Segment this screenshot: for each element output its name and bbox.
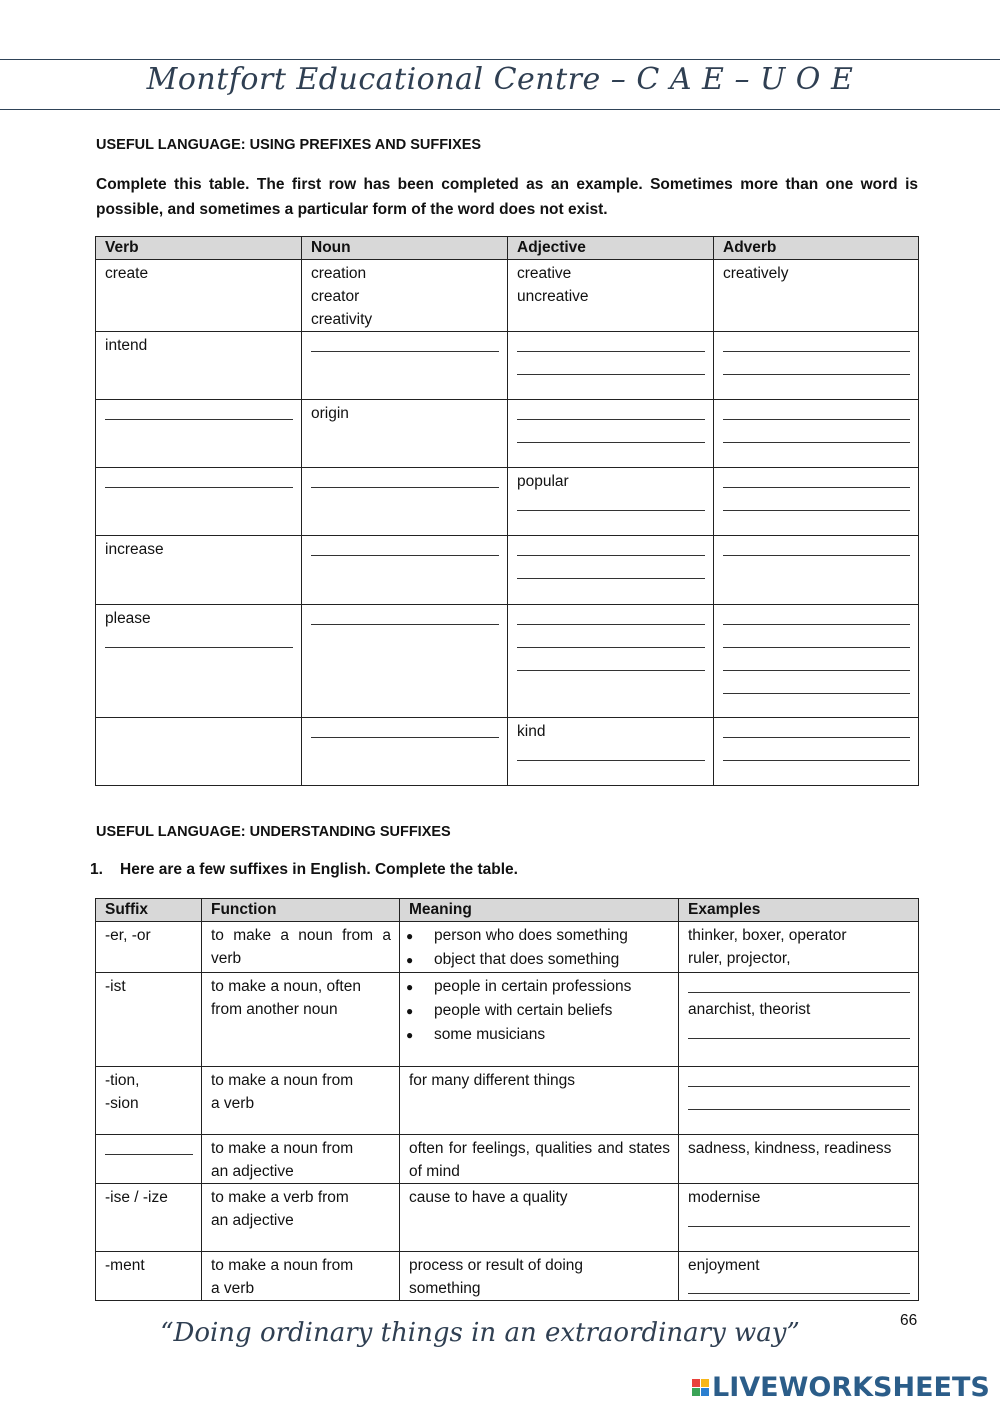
- question-1: [90, 861, 518, 879]
- answer-blank[interactable]: [517, 357, 705, 375]
- table-row: [96, 260, 919, 332]
- noun-cell: origin: [311, 405, 349, 422]
- answer-blank[interactable]: [723, 334, 910, 352]
- answer-blank[interactable]: [723, 653, 910, 671]
- question-text: Here are a few suffixes in English. Complete the table.: [120, 861, 518, 878]
- suffix-cell: -ment: [105, 1257, 145, 1274]
- section2-heading: USEFUL LANGUAGE: UNDERSTANDING SUFFIXES: [96, 824, 451, 840]
- meaning-bullet: ● some musicians: [404, 1023, 670, 1047]
- answer-blank[interactable]: [105, 630, 293, 648]
- meaning-cell: something: [409, 1280, 481, 1297]
- answer-blank[interactable]: [517, 493, 705, 511]
- answer-blank[interactable]: [723, 493, 910, 511]
- answer-blank[interactable]: [517, 561, 705, 579]
- function-cell: to make a noun from: [211, 1072, 354, 1089]
- table-row: [96, 400, 919, 468]
- answer-blank[interactable]: [105, 1137, 193, 1155]
- suffix-table: [95, 898, 919, 1301]
- answer-blank[interactable]: [723, 470, 910, 488]
- meaning-cell: cause to have a quality: [409, 1189, 568, 1206]
- col-header-function: Function: [202, 899, 400, 922]
- function-cell: an adjective: [211, 1212, 294, 1229]
- answer-blank[interactable]: [517, 653, 705, 671]
- example-line: sadness, kindness, readiness: [688, 1140, 892, 1157]
- meaning-cell: for many different things: [409, 1072, 575, 1089]
- noun-cell: creativity: [311, 311, 373, 328]
- table-row: [96, 1135, 919, 1184]
- noun-cell: creator: [311, 288, 360, 305]
- answer-blank[interactable]: [688, 1021, 910, 1039]
- adverb-cell: creatively: [723, 265, 789, 282]
- bullet-icon: ●: [406, 1004, 414, 1018]
- col-header-suffix: Suffix: [96, 899, 202, 922]
- header-rule-top: [0, 59, 1000, 60]
- answer-blank[interactable]: [105, 470, 293, 488]
- function-cell: an adjective: [211, 1163, 294, 1180]
- word-forms-table: [95, 236, 919, 786]
- function-cell: a verb: [211, 1280, 255, 1297]
- noun-cell: creation: [311, 265, 367, 282]
- function-cell: to make a noun from: [211, 1257, 354, 1274]
- answer-blank[interactable]: [517, 402, 705, 420]
- suffix-cell: -sion: [105, 1095, 139, 1112]
- table-row: [96, 1067, 919, 1135]
- verb-cell: please: [105, 610, 151, 627]
- answer-blank[interactable]: [517, 538, 705, 556]
- example-line: anarchist, theorist: [688, 1001, 811, 1018]
- function-cell: to make a noun, often from another noun: [211, 978, 361, 1018]
- table-row: [96, 1252, 919, 1301]
- col-header-adverb: Adverb: [714, 237, 919, 260]
- page-header-title: Montfort Educational Centre – C A E – U O E: [146, 62, 854, 97]
- answer-blank[interactable]: [517, 425, 705, 443]
- suffix-cell: -tion,: [105, 1072, 140, 1089]
- answer-blank[interactable]: [723, 720, 910, 738]
- adjective-cell: kind: [517, 723, 546, 740]
- answer-blank[interactable]: [311, 470, 499, 488]
- col-header-verb: Verb: [96, 237, 302, 260]
- function-cell: to make a verb from: [211, 1189, 349, 1206]
- table-row: [96, 1184, 919, 1252]
- footer-motto: “Doing ordinary things in an extraordinary way”: [160, 1318, 800, 1348]
- example-line: ruler, projector,: [688, 950, 791, 967]
- answer-blank[interactable]: [688, 1092, 910, 1110]
- col-header-adjective: Adjective: [508, 237, 714, 260]
- meaning-bullet: ● people in certain professions: [404, 975, 670, 999]
- bullet-icon: ●: [406, 980, 414, 994]
- adjective-cell: creative: [517, 265, 572, 282]
- suffix-cell: -ise / -ize: [105, 1189, 168, 1206]
- liveworksheets-brand[interactable]: [692, 1372, 990, 1403]
- table-row: [96, 468, 919, 536]
- bullet-icon: ●: [406, 1028, 414, 1042]
- liveworksheets-logo-icon: [692, 1379, 709, 1396]
- answer-blank[interactable]: [517, 630, 705, 648]
- meaning-bullet: ● person who does something: [404, 924, 670, 948]
- answer-blank[interactable]: [723, 357, 910, 375]
- meaning-bullet: ● people with certain beliefs: [404, 999, 670, 1023]
- answer-blank[interactable]: [723, 743, 910, 761]
- answer-blank[interactable]: [311, 720, 499, 738]
- page-number: 66: [900, 1312, 918, 1329]
- section1-heading: USEFUL LANGUAGE: USING PREFIXES AND SUFFIXES: [96, 137, 482, 153]
- section1-instructions: Complete this table. The first row has been completed as an example. Sometimes more than one word is possible, and sometimes a particular form of the word does not exist.: [96, 176, 918, 218]
- answer-blank[interactable]: [723, 402, 910, 420]
- answer-blank[interactable]: [723, 538, 910, 556]
- verb-cell: create: [105, 265, 149, 282]
- answer-blank[interactable]: [723, 425, 910, 443]
- meaning-cell: process or result of doing: [409, 1257, 584, 1274]
- adjective-cell: popular: [517, 473, 569, 490]
- table-row: [96, 718, 919, 786]
- answer-blank[interactable]: [311, 334, 499, 352]
- example-line: thinker, boxer, operator: [688, 927, 847, 944]
- table-row: [96, 332, 919, 400]
- suffix-cell: -er, -or: [105, 927, 151, 944]
- table-row: [96, 973, 919, 1067]
- answer-blank[interactable]: [688, 1209, 910, 1227]
- answer-blank[interactable]: [311, 607, 499, 625]
- table-row: [96, 605, 919, 718]
- answer-blank[interactable]: [688, 975, 910, 993]
- answer-blank[interactable]: [517, 607, 705, 625]
- table-row: [96, 922, 919, 973]
- answer-blank[interactable]: [688, 1069, 910, 1087]
- meaning-bullet: ● object that does something: [404, 948, 670, 972]
- example-line: enjoyment: [688, 1257, 760, 1274]
- answer-blank[interactable]: [723, 607, 910, 625]
- bullet-icon: ●: [406, 929, 414, 943]
- answer-blank[interactable]: [311, 538, 499, 556]
- col-header-examples: Examples: [679, 899, 919, 922]
- function-cell: to make a noun from: [211, 1140, 354, 1157]
- table-row: [96, 536, 919, 605]
- example-line: modernise: [688, 1189, 761, 1206]
- col-header-meaning: Meaning: [400, 899, 679, 922]
- verb-cell: intend: [105, 337, 148, 354]
- answer-blank[interactable]: [517, 743, 705, 761]
- answer-blank[interactable]: [517, 334, 705, 352]
- question-number: 1.: [90, 861, 103, 878]
- meaning-cell: often for feelings, qualities and states of mind: [409, 1140, 670, 1180]
- answer-blank[interactable]: [723, 676, 910, 694]
- answer-blank[interactable]: [105, 402, 293, 420]
- answer-blank[interactable]: [723, 630, 910, 648]
- header-rule-bottom: [0, 109, 1000, 110]
- suffix-cell: -ist: [105, 978, 126, 995]
- bullet-icon: ●: [406, 953, 414, 967]
- col-header-noun: Noun: [302, 237, 508, 260]
- adjective-cell: uncreative: [517, 288, 589, 305]
- answer-blank[interactable]: [688, 1277, 910, 1294]
- brand-name: LIVEWORKSHEETS: [712, 1372, 990, 1403]
- function-cell: to make a noun from a verb: [211, 927, 391, 967]
- function-cell: a verb: [211, 1095, 255, 1112]
- verb-cell: increase: [105, 541, 164, 558]
